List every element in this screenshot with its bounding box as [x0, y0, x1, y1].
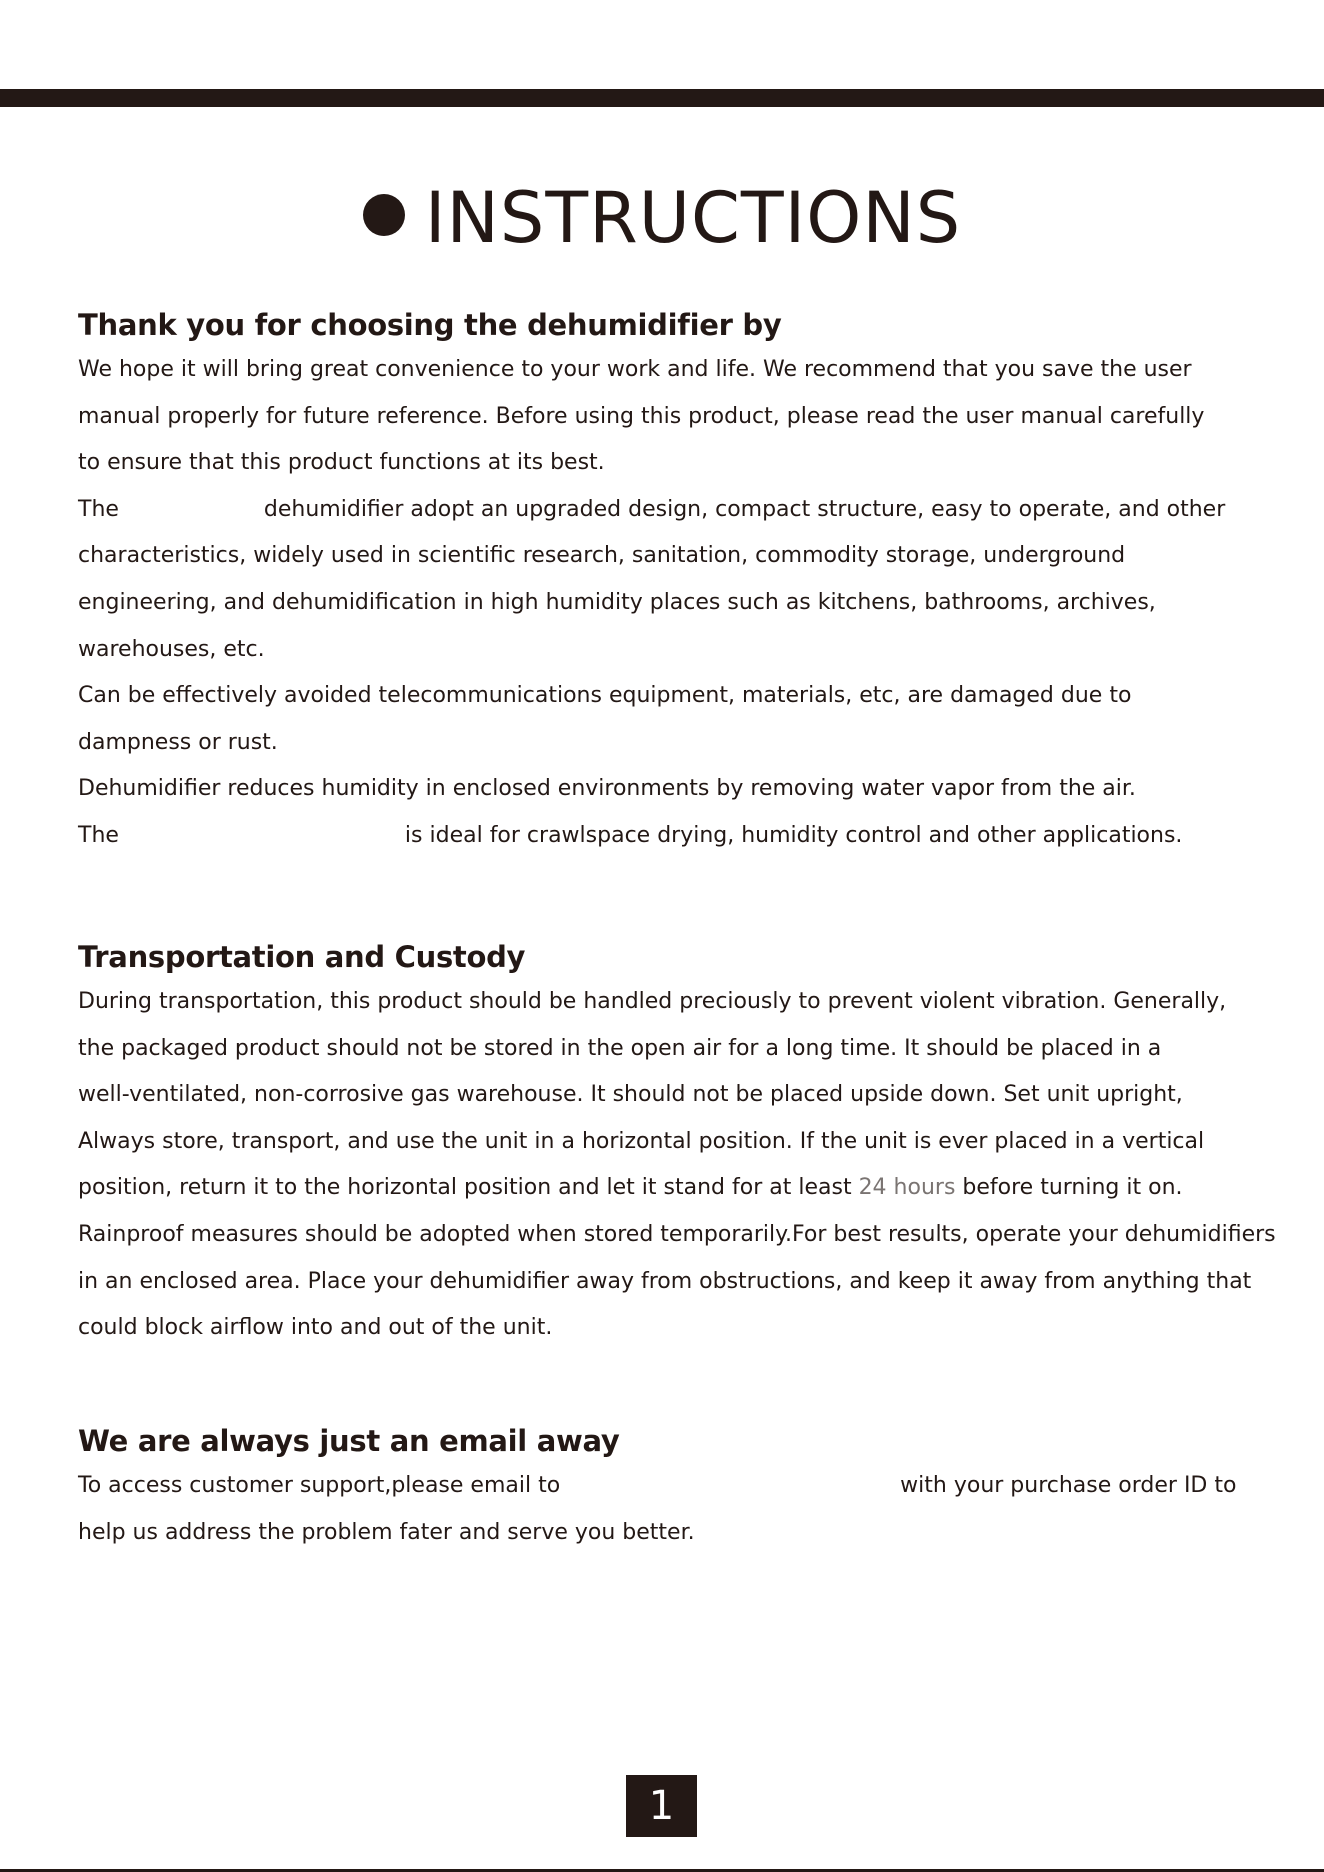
transport-line: in an enclosed area. Place your dehumidifier away from obstructions, and keep it away from anything that — [78, 1268, 1252, 1294]
avoid-line: dampness or rust. — [78, 729, 278, 755]
transport-line: the packaged product should not be stored in the open air for a long time. It should be placed in a — [78, 1035, 1162, 1061]
transport-heading: Transportation and Custody — [78, 940, 526, 974]
support-suffix: with your purchase order ID to — [900, 1473, 1237, 1498]
bullet-icon — [363, 194, 405, 236]
intro-section — [78, 303, 1288, 860]
avoid-line: Can be effectively avoided telecommunications equipment, materials, etc, are damaged due to — [78, 683, 1132, 709]
intro-line: to ensure that this product functions at its best. — [78, 450, 605, 476]
transport-section — [78, 935, 1288, 1352]
top-rule — [0, 89, 1324, 107]
ideal-line — [78, 813, 1288, 860]
ideal-suffix: is ideal for crawlspace drying, humidity control and other applications. — [404, 822, 1183, 848]
page-number: 1 — [626, 1775, 697, 1837]
design-line: characteristics, widely used in scientific research, sanitation, commodity storage, underground — [78, 543, 1126, 569]
design-line: engineering, and dehumidification in high humidity places such as kitchens, bathrooms, archives, — [78, 589, 1156, 615]
position-before: position, return it to the horizontal position and let it stand for at least — [78, 1175, 859, 1201]
transport-line: During transportation, this product should be handled preciously to prevent violent vibration. Generally, — [78, 989, 1227, 1014]
ideal-prefix: The — [78, 822, 119, 848]
page-title-text: INSTRUCTIONS — [424, 177, 962, 259]
design-text: dehumidifier adopt an upgraded design, compact structure, easy to operate, and other — [263, 496, 1226, 522]
transport-line: could block airflow into and out of the unit. — [78, 1315, 553, 1341]
intro-line: We hope it will bring great convenience to your work and life. We recommend that you save the user — [78, 357, 1192, 382]
design-line: warehouses, etc. — [78, 636, 265, 662]
hours-highlight: 24 hours — [858, 1175, 956, 1201]
intro-heading: Thank you for choosing the dehumidifier by — [78, 308, 782, 342]
support-section — [78, 1419, 1288, 1556]
support-prefix: To access customer support,please email to — [78, 1473, 561, 1498]
design-line — [78, 487, 1288, 534]
support-line — [78, 1463, 1288, 1510]
design-prefix: The — [78, 496, 119, 522]
transport-line: Always store, transport, and use the unit in a horizontal position. If the unit is ever placed in a vertical — [78, 1128, 1205, 1154]
support-heading: We are always just an email away — [78, 1424, 620, 1458]
transport-line: Rainproof measures should be adopted when stored temporarily.For best results, operate your dehumidifiers — [78, 1221, 1276, 1247]
position-line — [78, 1165, 1288, 1212]
page-title — [0, 178, 1324, 258]
position-after: before turning it on. — [955, 1175, 1183, 1201]
transport-line: well-ventilated, non-corrosive gas warehouse. It should not be placed upside down. Set unit upright, — [78, 1082, 1183, 1108]
reduce-line: Dehumidifier reduces humidity in enclosed environments by removing water vapor from the air. — [78, 776, 1136, 802]
intro-line: manual properly for future reference. Before using this product, please read the user manual carefully — [78, 403, 1205, 429]
support-line: help us address the problem fater and serve you better. — [78, 1519, 695, 1545]
